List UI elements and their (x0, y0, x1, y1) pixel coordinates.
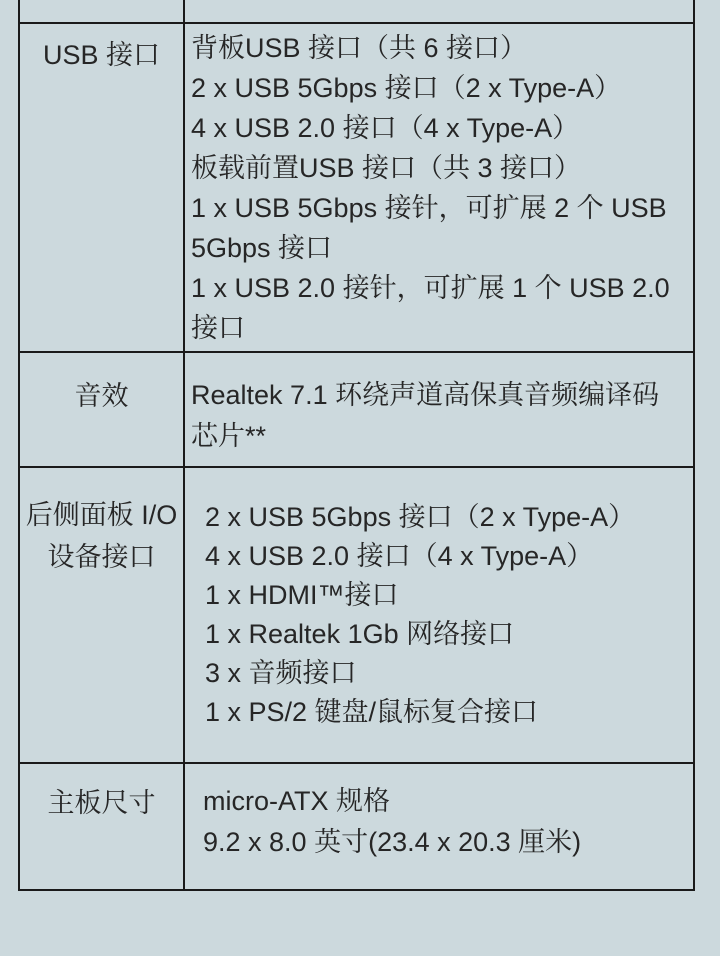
spec-label-line: 主板尺寸 (47, 788, 156, 818)
spec-label-line: USB 接口 (42, 40, 161, 70)
spec-row-usb-ports (20, 24, 693, 353)
spec-label-rear-panel-io (20, 468, 185, 762)
spec-label-cutoff (20, 0, 185, 22)
spec-line: 9.2 x 8.0 英寸(23.4 x 20.3 厘米) (203, 827, 582, 857)
spec-line: 1 x HDMI™接口 (205, 580, 399, 610)
spec-line: 2 x USB 5Gbps 接口（2 x Type-A） (191, 73, 622, 103)
spec-line: 1 x Realtek 1Gb 网络接口 (205, 619, 515, 649)
spec-line: 4 x USB 2.0 接口（4 x Type-A） (191, 113, 580, 143)
spec-row-cutoff (20, 0, 693, 24)
spec-line: 背板USB 接口（共 6 接口） (191, 33, 528, 63)
spec-value-usb-ports (185, 24, 693, 351)
spec-line: 1 x USB 5Gbps 接针，可扩展 2 个 USB 5Gbps 接口 (191, 193, 667, 263)
spec-line: 板载前置USB 接口（共 3 接口） (191, 153, 582, 183)
spec-row-board-size (20, 764, 693, 891)
spec-label-line: 音效 (74, 381, 129, 411)
spec-line: micro-ATX 规格 (203, 786, 390, 816)
spec-line: 4 x USB 2.0 接口（4 x Type-A） (205, 541, 594, 571)
spec-line: 3 x 音频接口 (205, 658, 357, 688)
spec-row-audio (20, 353, 693, 468)
spec-label-usb-ports (20, 24, 185, 351)
spec-label-line: 后侧面板 I/O (25, 500, 178, 530)
spec-line: Realtek 7.1 环绕声道高保真音频编译码芯片** (191, 380, 660, 451)
spec-line: 1 x USB 2.0 接针，可扩展 1 个 USB 2.0 接口 (191, 273, 670, 343)
spec-row-rear-panel-io (20, 468, 693, 764)
spec-line: 2 x USB 5Gbps 接口（2 x Type-A） (205, 502, 636, 532)
spec-table (18, 0, 695, 891)
spec-label-line: 设备接口 (47, 542, 156, 572)
spec-label-board-size (20, 764, 185, 889)
spec-value-audio (185, 353, 693, 466)
spec-value-rear-panel-io (185, 468, 693, 762)
spec-label-audio (20, 353, 185, 466)
spec-value-board-size (185, 764, 693, 889)
spec-value-cutoff (185, 0, 693, 22)
spec-line: 1 x PS/2 键盘/鼠标复合接口 (205, 697, 539, 727)
